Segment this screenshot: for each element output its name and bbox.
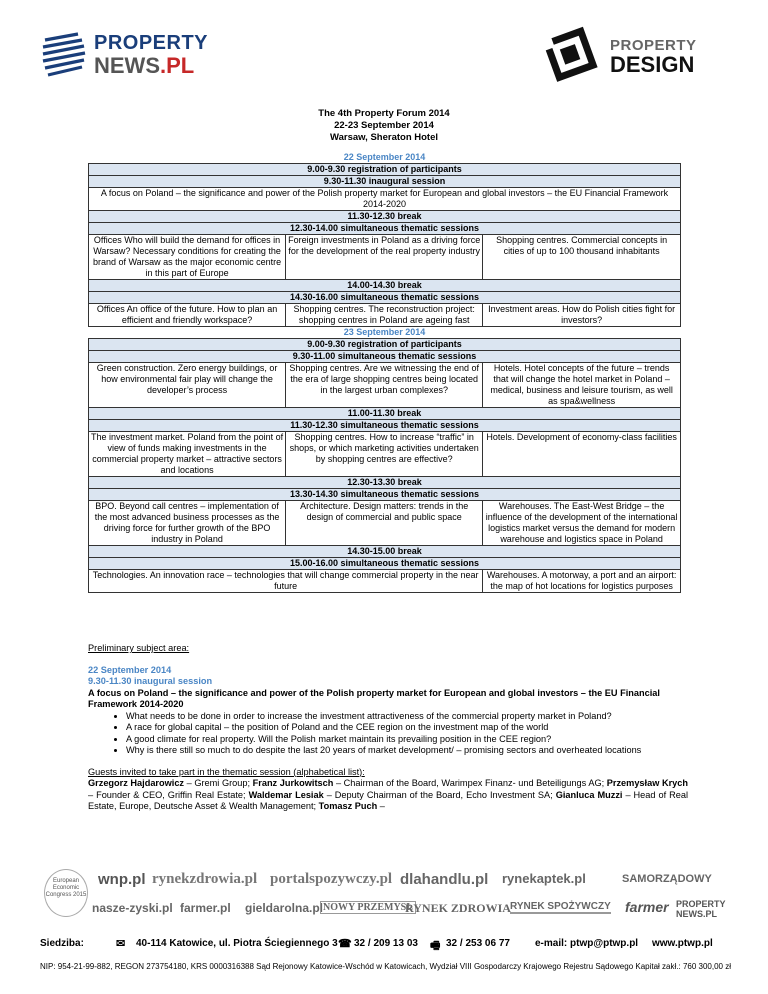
rynekspozywczy-logo: RYNEK SPOŻYWCZY [510, 901, 611, 912]
nowyprzemysl-logo: NOWY PRZEMYSŁ [320, 901, 416, 914]
dlahandlu-logo: dlahandlu.pl [400, 871, 489, 888]
naszezyski-logo: nasze-zyski.pl [92, 901, 173, 915]
logo-left-line2-dot: .PL [160, 53, 195, 78]
event-venue: Warsaw, Sheraton Hotel [329, 132, 439, 143]
guest-role: – [377, 801, 385, 811]
company-registration: NIP: 954-21-99-882, REGON 273754180, KRS 0000316388 Sąd Rejonowy Katowice-Wschód w Katowicach, Wydział VIII Gospodarczy Krajowego Rejestru Sądowego Kapitał zakł.: 760 300,00 zł [40, 962, 731, 971]
fax-text: 32 / 253 06 77 [446, 938, 510, 949]
address-text: 40-114 Katowice, ul. Piotra Ściegiennego 3 [136, 938, 338, 949]
event-title: The 4th Property Forum 2014 [318, 108, 450, 119]
session-cell: Architecture. Design matters: trends in the design of commercial and public space [286, 501, 483, 546]
session-cell: Offices Who will build the demand for offices in Warsaw? Necessary conditions for creating the brand of Warsaw as the major economic centre in this part of Europe [89, 235, 286, 280]
schedule-row: 15.00-16.00 simultaneous thematic sessions [89, 558, 681, 570]
guest-name: Przemysław Krych [606, 778, 688, 788]
session-cell: Green construction. Zero energy buildings, or how environmental fair play will change the developer’s process [89, 363, 286, 408]
farmer2-logo: farmer [625, 899, 669, 915]
farmer-logo: farmer.pl [180, 901, 231, 915]
session-cell: Investment areas. How do Polish cities fight for investors? [483, 304, 681, 327]
session-cell: Foreign investments in Poland as a driving force for the development of the real property industry [286, 235, 483, 280]
siedziba-label: Siedziba: [40, 938, 84, 949]
list-item: • What needs to be done in order to increase the investment attractiveness of the commercial property market in Poland? [126, 711, 688, 723]
bullet-list [88, 711, 688, 757]
guest-name: Grzegorz Hajdarowicz [88, 778, 185, 788]
session-cell: Offices An office of the future. How to plan an efficient and friendly workspace? [89, 304, 286, 327]
rynekzdrowia2-logo: RYNEK ZDROWIA [405, 901, 511, 915]
schedule-row: 14.00-14.30 break [89, 280, 681, 292]
fax-icon: 🖷 [430, 940, 441, 952]
prelim-heading: Preliminary subject area: [88, 643, 190, 653]
session-cell: Hotels. Development of economy-class facilities [483, 432, 681, 477]
session-cell: Shopping centres. Are we witnessing the end of the era of large shopping centres being located in the largest urban complexes? [286, 363, 483, 408]
website-link[interactable]: www.ptwp.pl [652, 938, 713, 949]
guest-name: Franz Jurkowitsch [252, 778, 334, 788]
logo-right-line1: PROPERTY [610, 37, 697, 54]
rynekaptek-logo: rynekaptek.pl [502, 871, 586, 886]
property-news-logo-icon [40, 30, 90, 80]
session-cell: BPO. Beyond call centres – implementation of the most advanced business processes as the driving force for further growth of the BPO industry in Poland [89, 501, 286, 546]
section-session: 9.30-11.30 inaugural session [88, 676, 213, 686]
logo-right-line2: DESIGN [610, 52, 695, 77]
portalspozywczy-logo: portalspozywczy.pl [270, 871, 393, 887]
property-design-logo [540, 30, 730, 80]
schedule-row: 9.30-11.00 simultaneous thematic sessions [89, 351, 681, 363]
list-item: • A good climate for real property. Will the Polish market maintain its prevailing position in the CEE region? [126, 734, 688, 746]
logo-left-line1: PROPERTY [94, 32, 209, 54]
guests-intro: Guests invited to take part in the thematic session (alphabetical list): [88, 766, 365, 777]
guest-name: Gianluca Muzzi [555, 789, 623, 800]
list-item: • A race for global capital – the position of Poland and the CEE region on the investment map of the world [126, 722, 688, 734]
schedule-row: A focus on Poland – the significance and power of the Polish property market for European and global investors – the EU Financial Framework 2014-2020 [89, 188, 681, 211]
schedule-row: 9.00-9.30 registration of participants [89, 339, 681, 351]
schedule-row: 11.30-12.30 simultaneous thematic sessions [89, 420, 681, 432]
guest-role: – Deputy Chairman of the Board, Echo Investment SA; [323, 789, 556, 800]
session-cell: Warehouses. A motorway, a port and an airport: the map of hot locations for logistics purposes [483, 570, 681, 593]
session-cell: Hotels. Hotel concepts of the future – trends that will change the hotel market in Poland – medical, business and leisure tourism, as well as spa&wellness [483, 363, 681, 408]
schedule-row: 11.30-12.30 break [89, 211, 681, 223]
schedule-row: 12.30-14.00 simultaneous thematic sessions [89, 223, 681, 235]
session-cell: Warehouses. The East-West Bridge – the influence of the development of the international logistics market versus the demand for modern warehouse and logistics space in Poland [483, 501, 681, 546]
schedule-row: 11.00-11.30 break [89, 408, 681, 420]
property-design-logo-icon [540, 26, 602, 82]
guest-name: Tomasz Puch [318, 801, 378, 811]
guests-list [88, 778, 688, 813]
guest-role: – Founder & CEO, Griffin Real Estate; [88, 789, 249, 800]
guest-role: – Gremi Group; [184, 778, 253, 788]
schedule-table [88, 152, 681, 593]
phone-text: 32 / 209 13 03 [354, 938, 418, 949]
session-cell: Technologies. An innovation race – technologies that will change commercial property in the near future [89, 570, 483, 593]
session-cell: Shopping centres. The reconstruction project: shopping centres in Poland are ageing fast [286, 304, 483, 327]
samorzadowy-logo: SAMORZĄDOWY [622, 873, 712, 885]
phone-icon: ☎ [338, 938, 352, 950]
section-title: A focus on Poland – the significance and power of the Polish property market for European and global investors – the EU Financial Framework 2014-2020 [88, 687, 660, 709]
subject-area-section [88, 643, 688, 813]
guest-role: – Head of Real Estate, Europe, Deutsche Asset & Wealth Management; [88, 789, 689, 811]
rynekzdrowia-logo: rynekzdrowia.pl [152, 871, 258, 887]
section-date: 22 September 2014 [88, 664, 172, 675]
session-cell: Shopping centres. How to increase “traffic” in shops, or which marketing activities undertaken by shopping centres are effective? [286, 432, 483, 477]
schedule-row: 9.00-9.30 registration of participants [89, 164, 681, 176]
session-cell: The investment market. Poland from the point of view of funds making investments in the commercial property market – attractive sectors and locations [89, 432, 286, 477]
schedule-row: 12.30-13.30 break [89, 477, 681, 489]
guest-name: Waldemar Lesiak [248, 789, 324, 800]
session-cell: Shopping centres. Commercial concepts in cities of up to 100 thousand inhabitants [483, 235, 681, 280]
address-icon: ✉ [116, 938, 126, 950]
schedule-row: 14.30-15.00 break [89, 546, 681, 558]
email-text[interactable]: e-mail: ptwp@ptwp.pl [535, 938, 639, 949]
wnp-logo: wnp.pl [98, 871, 146, 888]
list-item: • Why is there still so much to do despite the last 20 years of market development/ – promising sectors and overheated locations [126, 745, 688, 757]
day2-date: 23 September 2014 [343, 327, 426, 337]
gieldarolna-logo: gieldarolna.pl [245, 901, 324, 915]
partner-logos [40, 865, 730, 927]
schedule-row: 9.30-11.30 inaugural session [89, 176, 681, 188]
document-header [0, 108, 768, 144]
propertynews-small-logo: PROPERTY NEWS.PL [676, 899, 726, 919]
logo-left-line2: NEWS [94, 53, 160, 78]
schedule-row: 13.30-14.30 simultaneous thematic sessions [89, 489, 681, 501]
guest-role: – Chairman of the Board, Warimpex Finanz- und Beteiligungs AG; [333, 778, 607, 788]
schedule-row: 14.30-16.00 simultaneous thematic sessions [89, 292, 681, 304]
event-dates: 22-23 September 2014 [334, 120, 434, 131]
property-news-logo [40, 30, 250, 80]
eec-logo: European Economic Congress 2015 [44, 869, 88, 917]
day1-date: 22 September 2014 [343, 152, 426, 162]
